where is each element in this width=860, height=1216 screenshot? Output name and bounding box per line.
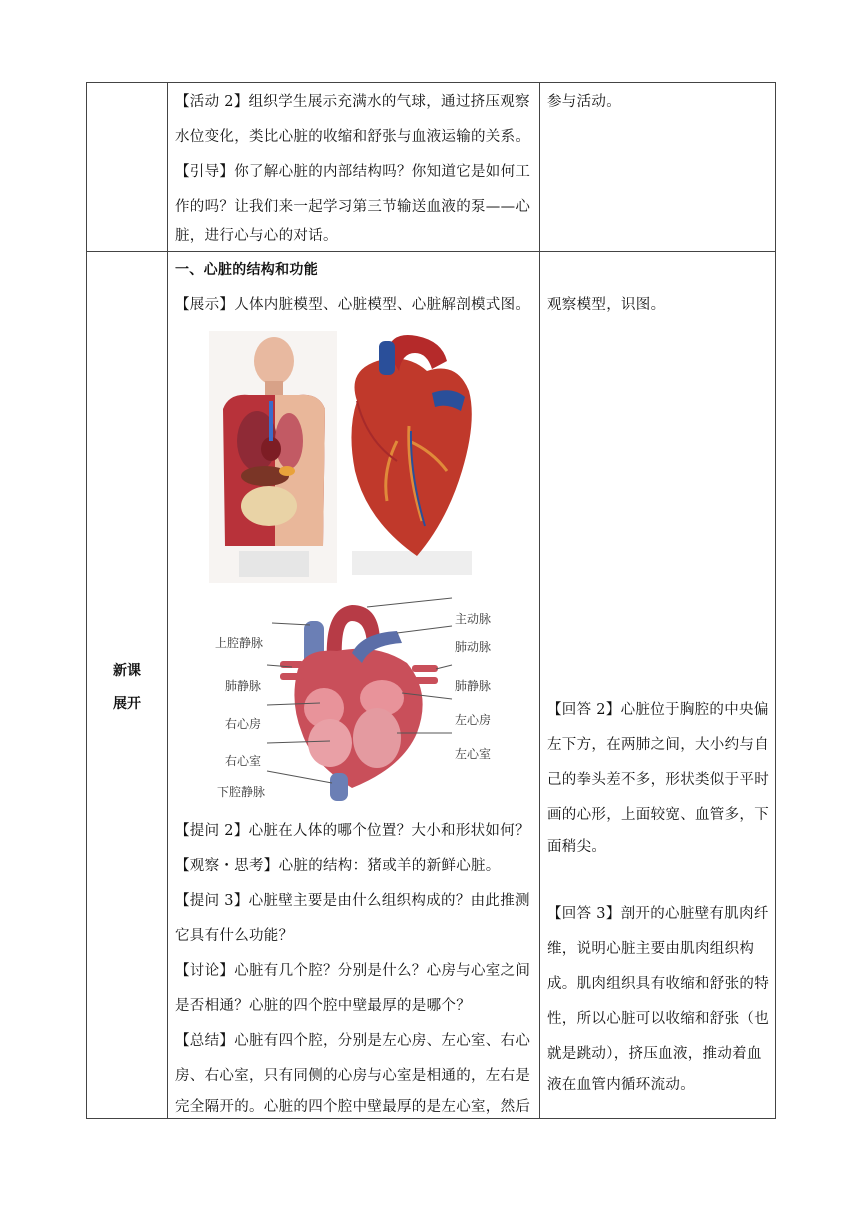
col-divider-2	[539, 83, 540, 1118]
summary-line-1: 【总结】心脏有四个腔，分别是左心房、左心室、右心	[175, 1033, 531, 1049]
label-pulmonary-vein-left: 肺静脉	[225, 679, 262, 693]
answer3-line-4: 性，所以心脏可以收缩和舒张（也	[547, 1011, 769, 1027]
discussion-line-1: 【讨论】心脏有几个腔？分别是什么？心房与心室之间	[175, 963, 531, 979]
lesson-table	[86, 82, 776, 1119]
row1-text-1: 【活动 2】组织学生展示充满水的气球，通过挤压观察	[175, 94, 530, 110]
summary-line-3: 完全隔开的。心脏的四个腔中壁最厚的是左心室，然后	[175, 1099, 531, 1115]
label-ivc: 下腔静脉	[217, 785, 266, 799]
label-right-ventricle: 右心室	[225, 754, 262, 768]
answer2-line-4: 画的心形，上面较宽、血管多，下	[547, 807, 769, 823]
label-left-ventricle: 左心室	[455, 747, 492, 761]
label-right-atrium: 右心房	[225, 717, 262, 731]
question-3-line-1: 【提问 3】心脏壁主要是由什么组织构成的？由此推测	[175, 893, 530, 909]
answer2-line-3: 己的拳头差不多，形状类似于平时	[547, 772, 769, 788]
row1-text-2: 水位变化，类比心脏的收缩和舒张与血液运输的关系。	[175, 129, 531, 145]
answer3-line-1: 【回答 3】剖开的心脏壁有肌肉纤	[547, 906, 769, 922]
answer3-line-2: 维，说明心脏主要由肌肉组织构	[547, 941, 755, 957]
section-label-2: 展开	[113, 696, 141, 712]
row1-text-5: 脏，进行心与心的对话。	[175, 228, 338, 244]
answer3-line-6: 液在血管内循环流动。	[547, 1077, 695, 1093]
discussion-line-2: 是否相通？心脏的四个腔中壁最厚的是哪个？	[175, 998, 471, 1014]
row1-text-4: 作的吗？让我们来一起学习第三节输送血液的泵——心	[175, 199, 531, 215]
answer3-line-3: 成。肌肉组织具有收缩和舒张的特	[547, 976, 769, 992]
row1-text-3: 【引导】你了解心脏的内部结构吗？你知道它是如何工	[175, 164, 531, 180]
row1-right-text: 参与活动。	[547, 94, 621, 110]
label-aorta: 主动脉	[455, 612, 492, 626]
display-text: 【展示】人体内脏模型、心脏模型、心脏解剖模式图。	[175, 297, 531, 313]
heart-model-image	[337, 331, 482, 583]
section-heading: 一、心脏的结构和功能	[175, 262, 318, 278]
label-left-atrium: 左心房	[455, 713, 492, 727]
col-divider-1	[167, 83, 168, 1118]
section-label-1: 新课	[113, 663, 141, 679]
observe-text: 观察模型，识图。	[547, 297, 666, 313]
answer2-line-1: 【回答 2】心脏位于胸腔的中央偏	[547, 702, 769, 718]
label-pulmonary-artery: 肺动脉	[455, 640, 492, 654]
answer2-line-2: 左下方，在两肺之间，大小约与自	[547, 737, 769, 753]
question-2: 【提问 2】心脏在人体的哪个位置？大小和形状如何？	[175, 823, 530, 839]
question-3-line-2: 它具有什么功能？	[175, 928, 294, 944]
answer3-line-5: 就是跳动），挤压血液，推动着血	[547, 1046, 762, 1062]
label-pulmonary-vein-right: 肺静脉	[455, 679, 492, 693]
observe-think: 【观察・思考】心脏的结构：猪或羊的新鲜心脏。	[175, 858, 501, 874]
torso-model-image	[209, 331, 337, 583]
label-svc: 上腔静脉	[215, 636, 264, 650]
summary-line-2: 房、右心室，只有同侧的心房与心室是相通的，左右是	[175, 1068, 531, 1084]
answer2-line-5: 面稍尖。	[547, 839, 607, 855]
